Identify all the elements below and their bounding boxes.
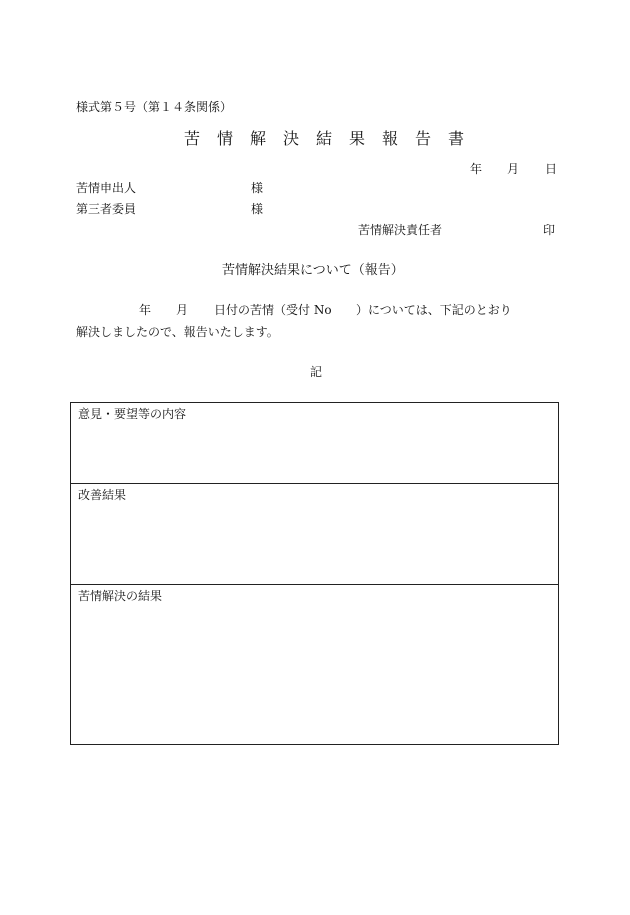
date-day-label: 日	[545, 162, 558, 176]
form-number: 様式第５号（第１４条関係）	[76, 100, 233, 114]
report-subject: 苦情解決結果について（報告）	[222, 263, 404, 278]
date-year-label: 年	[470, 162, 483, 176]
body-text-line-2: 解決しましたので、報告いたします。	[76, 325, 279, 339]
third-party-committee-label: 第三者委員	[76, 202, 137, 216]
body-month-label: 月	[176, 303, 189, 317]
complainant-honorific: 様	[251, 181, 264, 195]
body-year-label: 年	[139, 303, 152, 317]
body-complaint-reference: 日付の苦情（受付 No	[214, 303, 332, 317]
improvement-result-section	[71, 484, 558, 585]
document-title: 苦情解決結果報告書	[184, 129, 482, 148]
opinion-request-section	[71, 403, 558, 484]
resolution-result-section	[71, 585, 558, 744]
date-month-label: 月	[507, 162, 520, 176]
resolution-officer-label: 苦情解決責任者	[358, 223, 443, 237]
body-text-continuation: ）については、下記のとおり	[356, 303, 512, 317]
opinion-request-label: 意見・要望等の内容	[78, 407, 187, 421]
result-table	[70, 402, 559, 745]
improvement-result-label: 改善結果	[78, 488, 127, 502]
complainant-label: 苦情申出人	[76, 181, 137, 195]
resolution-result-label: 苦情解決の結果	[78, 589, 163, 603]
ki-heading: 記	[310, 365, 323, 379]
seal-mark: 印	[543, 223, 556, 237]
committee-honorific: 様	[251, 202, 264, 216]
